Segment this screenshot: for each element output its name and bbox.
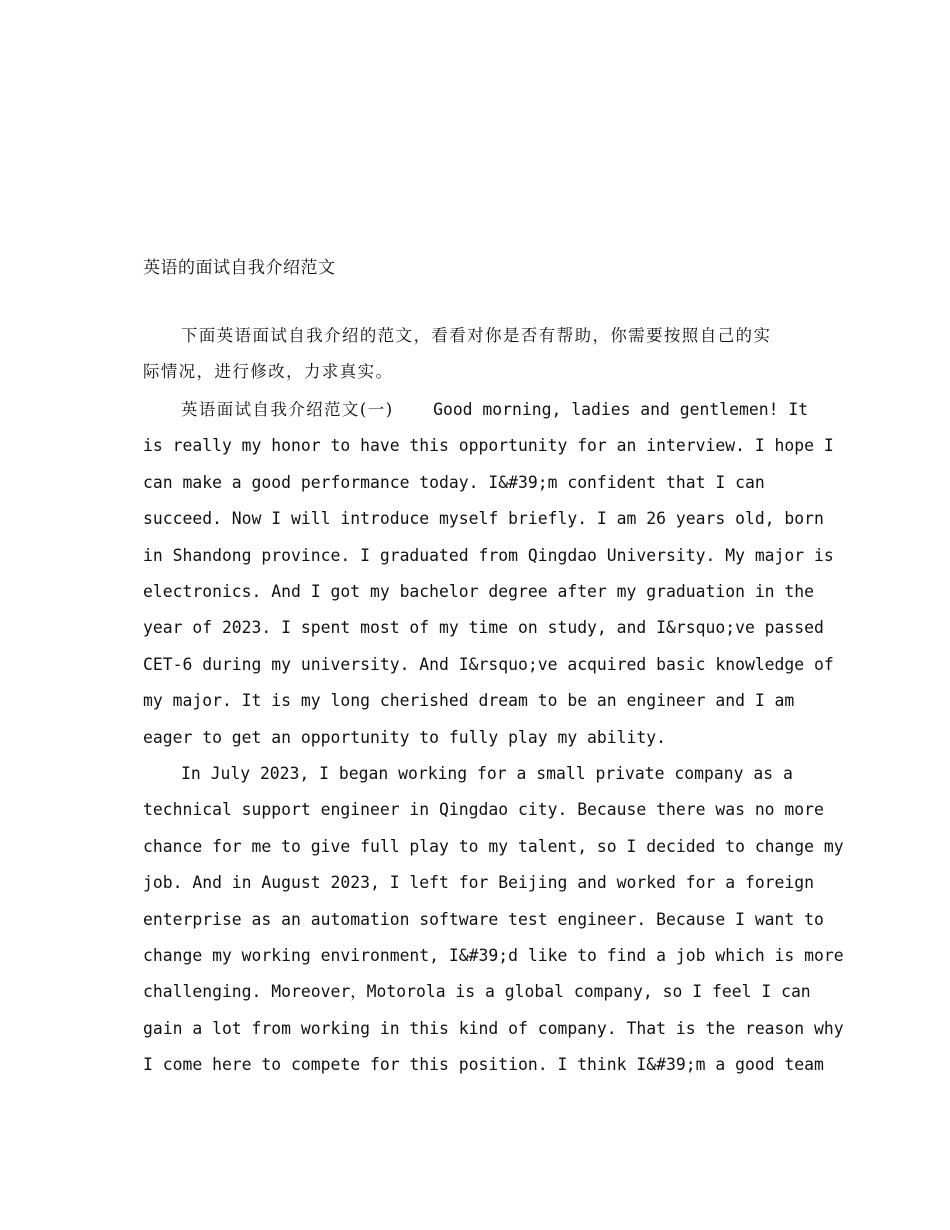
intro-line-2: 际情况，进行修改，力求真实。 bbox=[143, 362, 394, 382]
sample-line: succeed. Now I will introduce myself briefly. I am 26 years old, born bbox=[143, 509, 824, 529]
sample-first-line bbox=[143, 392, 808, 428]
sample-line: eager to get an opportunity to fully play my ability. bbox=[143, 727, 667, 747]
document-title: 英语的面试自我介绍范文 bbox=[143, 258, 336, 278]
work-line: challenging. Moreover，Motorola is a global company, so I feel I can bbox=[143, 982, 811, 1002]
work-line: I come here to compete for this position. I think I&#39;m a good team bbox=[143, 1055, 824, 1075]
sample-line: CET-6 during my university. And I&rsquo;ve acquired basic knowledge of bbox=[143, 654, 834, 674]
sample-line: is really my honor to have this opportunity for an interview. I hope I bbox=[143, 436, 834, 456]
sample-first-line-gap bbox=[394, 400, 433, 419]
sample-line: year of 2023. I spent most of my time on study, and I&rsquo;ve passed bbox=[143, 618, 824, 638]
sample-line: my major. It is my long cherished dream to be an engineer and I am bbox=[143, 691, 795, 711]
intro-line-1: 下面英语面试自我介绍的范文，看看对你是否有帮助，你需要按照自己的实 bbox=[181, 326, 772, 345]
work-line: chance for me to give full play to my talent, so I decided to change my bbox=[143, 836, 844, 856]
sample-heading: 英语面试自我介绍范文(一) bbox=[181, 400, 394, 419]
work-line: In July 2023, I began working for a small private company as a bbox=[181, 764, 793, 783]
sample-line: electronics. And I got my bachelor degree after my graduation in the bbox=[143, 582, 815, 602]
work-line: technical support engineer in Qingdao city. Because there was no more bbox=[143, 800, 824, 820]
sample-paragraph bbox=[143, 392, 834, 756]
work-line: gain a lot from working in this kind of company. That is the reason why bbox=[143, 1018, 844, 1038]
work-paragraph bbox=[143, 756, 844, 1084]
sample-line: can make a good performance today. I&#39;m confident that I can bbox=[143, 472, 765, 492]
work-line: enterprise as an automation software test engineer. Because I want to bbox=[143, 909, 824, 929]
sample-first-line-text: Good morning, ladies and gentlemen! It bbox=[433, 400, 809, 419]
sample-line: in Shandong province. I graduated from Qingdao University. My major is bbox=[143, 545, 834, 565]
work-line: change my working environment, I&#39;d like to find a job which is more bbox=[143, 946, 844, 966]
work-line: job. And in August 2023, I left for Beijing and worked for a foreign bbox=[143, 873, 815, 893]
intro-paragraph bbox=[143, 318, 808, 391]
